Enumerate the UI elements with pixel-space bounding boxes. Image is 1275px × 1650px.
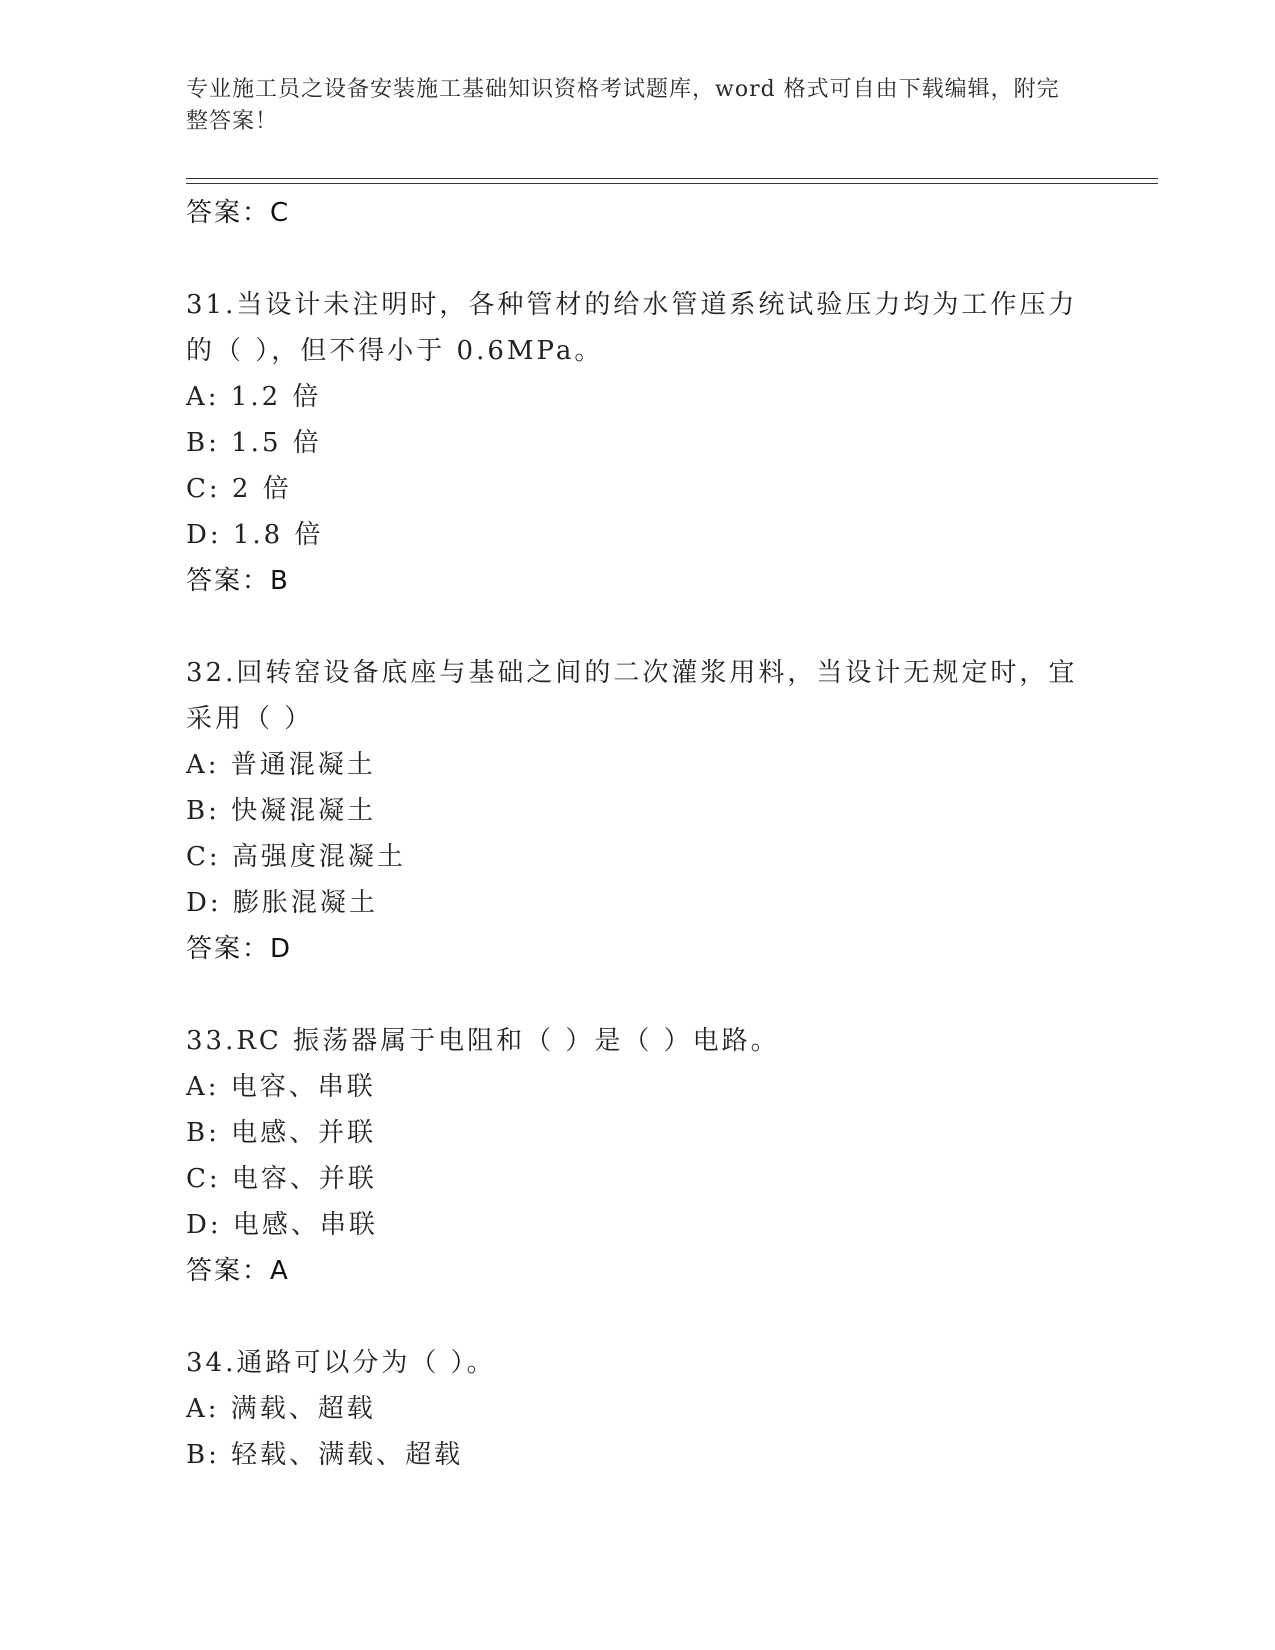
spacer bbox=[186, 604, 1086, 650]
spacer bbox=[186, 1294, 1086, 1340]
option-a: A: 普通混凝土 bbox=[186, 750, 376, 780]
option-c: C: 高强度混凝土 bbox=[186, 842, 406, 872]
answer-line bbox=[186, 1248, 1086, 1294]
answer-label: 答案： bbox=[186, 1256, 271, 1286]
option-b: B: 轻载、满载、超载 bbox=[186, 1440, 464, 1470]
option-b: B: 1.5 倍 bbox=[186, 428, 322, 458]
option-a: A: 1.2 倍 bbox=[186, 382, 322, 412]
option-c: C: 电容、并联 bbox=[186, 1164, 377, 1194]
answer-value: A bbox=[270, 1256, 290, 1286]
question-stem-line: 采用（ ） bbox=[186, 704, 314, 734]
question-stem-line: 32.回转窑设备底座与基础之间的二次灌浆用料，当设计无规定时，宜 bbox=[186, 658, 1078, 688]
answer-line bbox=[186, 558, 1086, 604]
question-stem-line: 的（ ），但不得小于 0.6MPa。 bbox=[186, 336, 604, 366]
answer-label: 答案： bbox=[186, 566, 271, 596]
option-b: B: 快凝混凝土 bbox=[186, 796, 377, 826]
option-c: C: 2 倍 bbox=[186, 474, 292, 504]
answer-label: 答案： bbox=[186, 198, 271, 228]
header-text: 专业施工员之设备安装施工基础知识资格考试题库，word 格式可自由下载编辑，附完整答案！ bbox=[186, 77, 1060, 134]
option-d: D: 1.8 倍 bbox=[186, 520, 324, 550]
answer-value: C bbox=[270, 198, 291, 228]
question-34 bbox=[186, 1340, 1086, 1478]
option-a: A: 电容、串联 bbox=[186, 1072, 376, 1102]
document-header bbox=[186, 74, 1066, 138]
answer-line bbox=[186, 926, 1086, 972]
option-a: A: 满载、超载 bbox=[186, 1394, 376, 1424]
question-32 bbox=[186, 650, 1086, 972]
header-divider-top bbox=[186, 178, 1158, 179]
option-d: D: 电感、串联 bbox=[186, 1210, 378, 1240]
answer-label: 答案： bbox=[186, 934, 271, 964]
question-33 bbox=[186, 1018, 1086, 1294]
answer-line bbox=[186, 190, 1086, 236]
answer-value: D bbox=[270, 934, 293, 964]
spacer bbox=[186, 972, 1086, 1018]
question-31 bbox=[186, 282, 1086, 604]
header-divider-bottom bbox=[186, 183, 1158, 184]
question-stem-line: 33.RC 振荡器属于电阻和（ ）是（ ）电路。 bbox=[186, 1026, 780, 1056]
option-d: D: 膨胀混凝土 bbox=[186, 888, 378, 918]
spacer bbox=[186, 236, 1086, 282]
option-b: B: 电感、并联 bbox=[186, 1118, 377, 1148]
answer-value: B bbox=[270, 566, 290, 596]
question-list bbox=[186, 190, 1086, 1478]
question-stem-line: 31.当设计未注明时，各种管材的给水管道系统试验压力均为工作压力 bbox=[186, 290, 1078, 320]
question-stem-line: 34.通路可以分为（ ）。 bbox=[186, 1348, 496, 1378]
